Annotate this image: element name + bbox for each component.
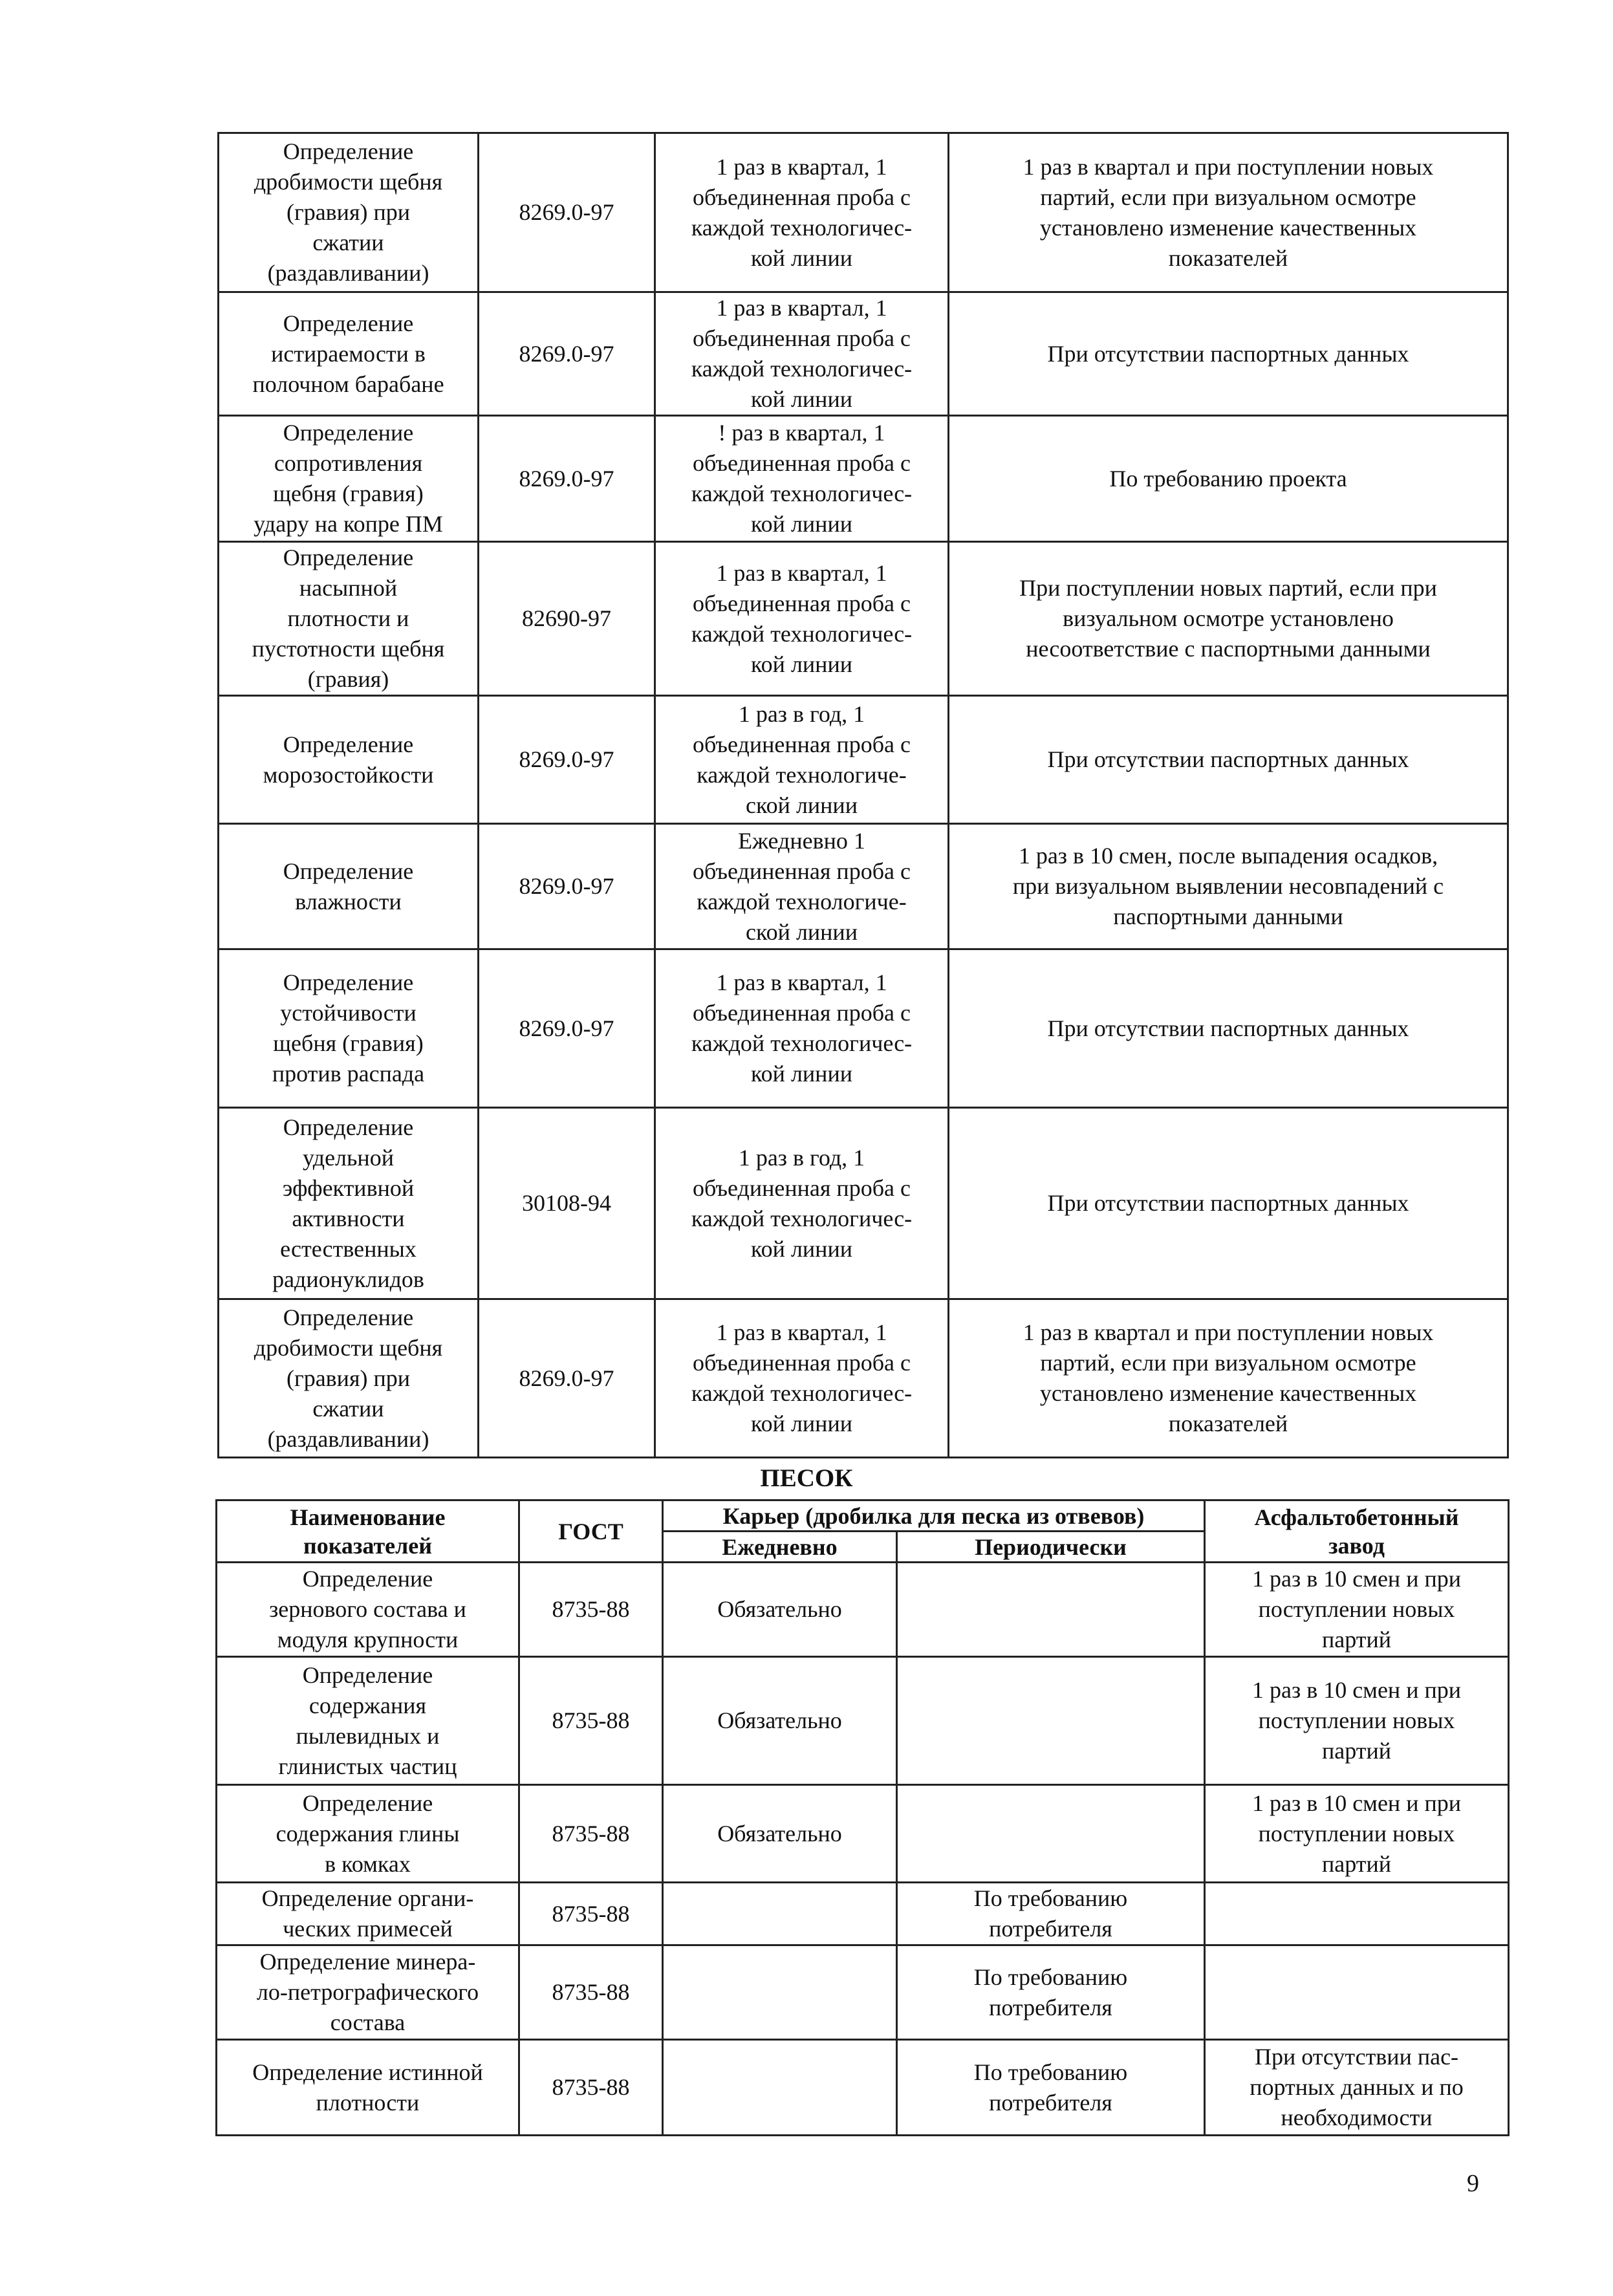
gost-cell: 8269.0-97	[479, 696, 655, 824]
daily-cell: Обязательно	[663, 1563, 897, 1657]
table-row	[217, 1945, 1509, 2040]
periodic-cell: По требованию потребителя	[897, 1945, 1205, 2040]
test-name-cell: Определение дробимости щебня (гравия) при сжатии (раздавливании)	[219, 1299, 479, 1458]
header-daily: Ежедневно	[663, 1532, 897, 1563]
table-row	[219, 542, 1508, 696]
daily-cell: Обязательно	[663, 1657, 897, 1785]
frequency-cell: 1 раз в год, 1 объединенная проба с каждой технологичес- кой линии	[655, 1108, 949, 1299]
test-name-cell: Определение морозостойкости	[219, 696, 479, 824]
test-name-cell: Определение истираемости в полочном барабане	[219, 292, 479, 416]
condition-cell: По требованию проекта	[949, 416, 1508, 542]
header-plant: Асфальтобетонный завод	[1205, 1500, 1509, 1563]
frequency-cell: ! раз в квартал, 1 объединенная проба с каждой технологичес- кой линии	[655, 416, 949, 542]
frequency-cell: Ежедневно 1 объединенная проба с каждой технологиче- ской линии	[655, 824, 949, 949]
test-name-cell: Определение устойчивости щебня (гравия) против распада	[219, 949, 479, 1108]
daily-cell	[663, 1883, 897, 1945]
gost-cell: 8269.0-97	[479, 1299, 655, 1458]
periodic-cell	[897, 1657, 1205, 1785]
table-row	[219, 1299, 1508, 1458]
header-quarry: Карьер (дробилка для песка из отвевов)	[663, 1500, 1205, 1532]
plant-cell	[1205, 1883, 1509, 1945]
table-row	[219, 1108, 1508, 1299]
test-name-cell: Определение содержания пылевидных и глинистых частиц	[217, 1657, 519, 1785]
table-row	[217, 2040, 1509, 2136]
table-row	[217, 1657, 1509, 1785]
gost-cell: 8735-88	[519, 1785, 663, 1883]
table-row	[217, 1785, 1509, 1883]
gost-cell: 8269.0-97	[479, 416, 655, 542]
gost-cell: 8269.0-97	[479, 292, 655, 416]
frequency-cell: 1 раз в квартал, 1 объединенная проба с каждой технологичес- кой линии	[655, 133, 949, 292]
periodic-cell	[897, 1563, 1205, 1657]
gost-cell: 8269.0-97	[479, 949, 655, 1108]
table-row	[219, 696, 1508, 824]
test-name-cell: Определение истинной плотности	[217, 2040, 519, 2136]
plant-cell	[1205, 1945, 1509, 2040]
periodic-cell: По требованию потребителя	[897, 2040, 1205, 2136]
frequency-cell: 1 раз в год, 1 объединенная проба с каждой технологиче- ской линии	[655, 696, 949, 824]
table-row	[219, 416, 1508, 542]
gost-cell: 8269.0-97	[479, 824, 655, 949]
sand-tests-table	[215, 1499, 1510, 2136]
frequency-cell: 1 раз в квартал, 1 объединенная проба с каждой технологичес- кой линии	[655, 949, 949, 1108]
sand-section-title: ПЕСОК	[760, 1464, 853, 1492]
condition-cell: 1 раз в квартал и при поступлении новых партий, если при визуальном осмотре установлено изменение качественных показателей	[949, 1299, 1508, 1458]
test-name-cell: Определение органи- ческих примесей	[217, 1883, 519, 1945]
frequency-cell: 1 раз в квартал, 1 объединенная проба с каждой технологичес- кой линии	[655, 542, 949, 696]
frequency-cell: 1 раз в квартал, 1 объединенная проба с каждой технологичес- кой линии	[655, 1299, 949, 1458]
periodic-cell: По требованию потребителя	[897, 1883, 1205, 1945]
condition-cell: При отсутствии паспортных данных	[949, 696, 1508, 824]
table-row	[217, 1883, 1509, 1945]
test-name-cell: Определение дробимости щебня (гравия) при сжатии (раздавливании)	[219, 133, 479, 292]
test-name-cell: Определение влажности	[219, 824, 479, 949]
gost-cell: 8735-88	[519, 1657, 663, 1785]
gravel-tests-table	[217, 132, 1509, 1458]
header-name: Наименование показателей	[217, 1500, 519, 1563]
frequency-cell: 1 раз в квартал, 1 объединенная проба с каждой технологичес- кой линии	[655, 292, 949, 416]
plant-cell: 1 раз в 10 смен и при поступлении новых партий	[1205, 1785, 1509, 1883]
condition-cell: 1 раз в квартал и при поступлении новых партий, если при визуальном осмотре установлено изменение качественных показателей	[949, 133, 1508, 292]
condition-cell: При отсутствии паспортных данных	[949, 949, 1508, 1108]
plant-cell: 1 раз в 10 смен и при поступлении новых партий	[1205, 1563, 1509, 1657]
header-gost: ГОСТ	[519, 1500, 663, 1563]
gost-cell: 8269.0-97	[479, 133, 655, 292]
plant-cell: При отсутствии пас- портных данных и по необходимости	[1205, 2040, 1509, 2136]
gost-cell: 8735-88	[519, 1563, 663, 1657]
condition-cell: При отсутствии паспортных данных	[949, 292, 1508, 416]
table-row	[219, 824, 1508, 949]
periodic-cell	[897, 1785, 1205, 1883]
table-row	[217, 1563, 1509, 1657]
table-row	[219, 133, 1508, 292]
table-row	[219, 292, 1508, 416]
test-name-cell: Определение насыпной плотности и пустотности щебня (гравия)	[219, 542, 479, 696]
plant-cell: 1 раз в 10 смен и при поступлении новых партий	[1205, 1657, 1509, 1785]
page-number: 9	[1467, 2170, 1479, 2197]
gost-cell: 30108-94	[479, 1108, 655, 1299]
gost-cell: 8735-88	[519, 1883, 663, 1945]
condition-cell: При поступлении новых партий, если при визуальном осмотре установлено несоответствие с паспортными данными	[949, 542, 1508, 696]
test-name-cell: Определение удельной эффективной активности естественных радионуклидов	[219, 1108, 479, 1299]
header-row	[217, 1500, 1509, 1532]
daily-cell	[663, 2040, 897, 2136]
header-periodic: Периодически	[897, 1532, 1205, 1563]
gost-cell: 82690-97	[479, 542, 655, 696]
test-name-cell: Определение минера- ло-петрографического состава	[217, 1945, 519, 2040]
condition-cell: 1 раз в 10 смен, после выпадения осадков, при визуальном выявлении несовпадений с паспортными данными	[949, 824, 1508, 949]
test-name-cell: Определение сопротивления щебня (гравия) удару на копре ПМ	[219, 416, 479, 542]
gost-cell: 8735-88	[519, 1945, 663, 2040]
daily-cell: Обязательно	[663, 1785, 897, 1883]
daily-cell	[663, 1945, 897, 2040]
table-row	[219, 949, 1508, 1108]
test-name-cell: Определение содержания глины в комках	[217, 1785, 519, 1883]
test-name-cell: Определение зернового состава и модуля крупности	[217, 1563, 519, 1657]
gost-cell: 8735-88	[519, 2040, 663, 2136]
condition-cell: При отсутствии паспортных данных	[949, 1108, 1508, 1299]
